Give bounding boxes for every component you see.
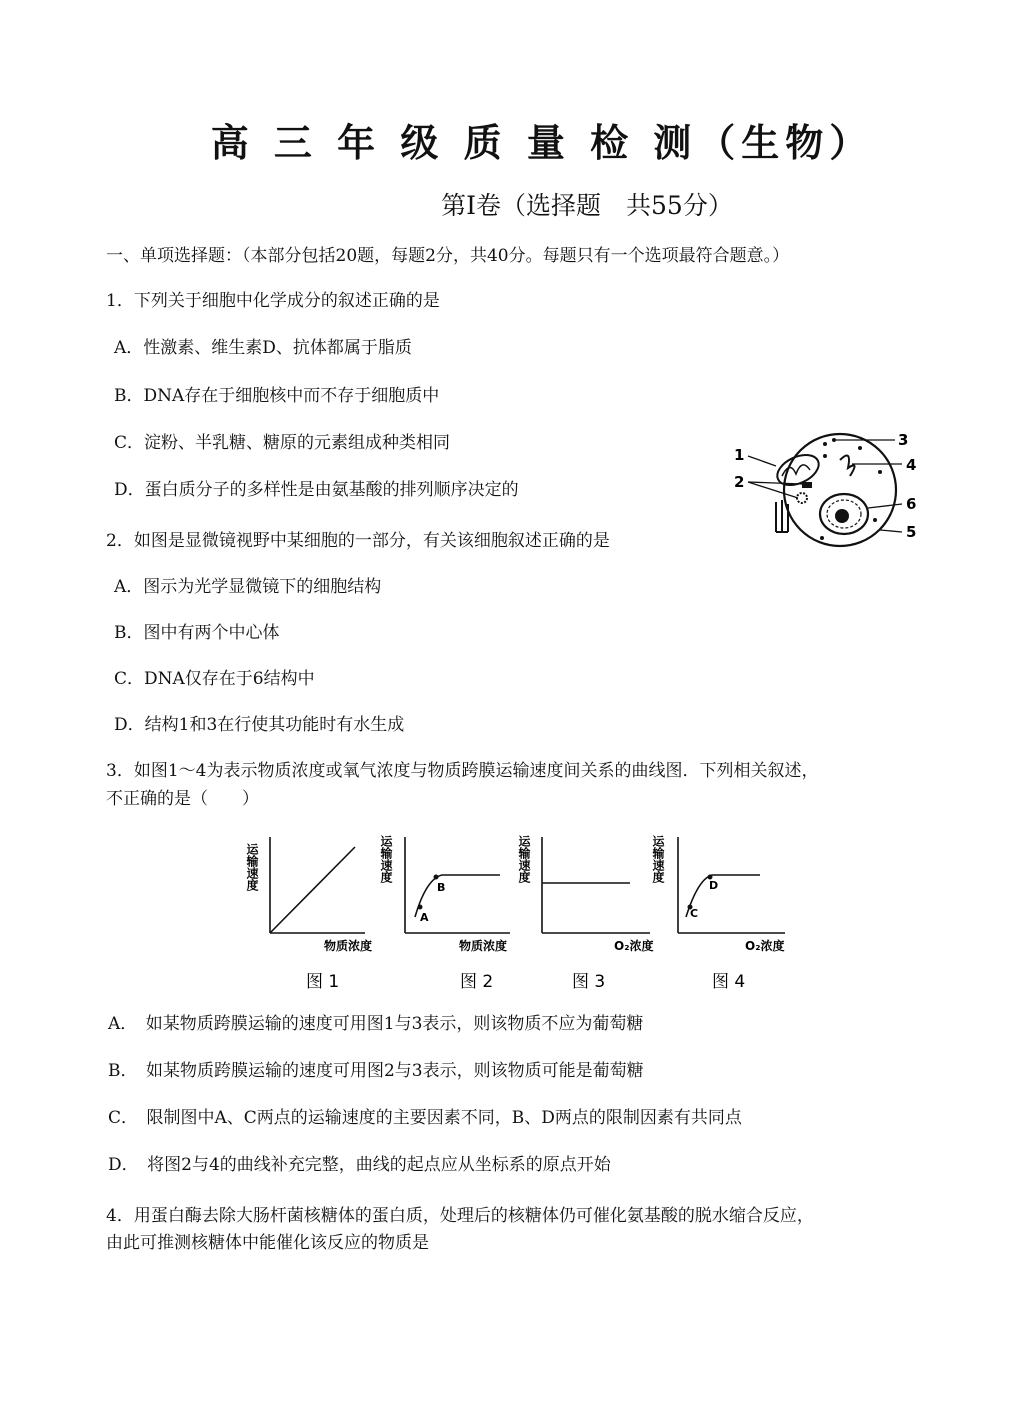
ribosome-dot: [820, 536, 824, 540]
graph-1: [245, 837, 372, 992]
question-1-option-b: B．DNA存在于细胞核中而不存于细胞质中: [114, 386, 440, 406]
ribosome-dot: [823, 454, 827, 458]
centriole-star-shape: [797, 493, 807, 503]
ribosome-dot: [832, 438, 836, 442]
leader-line: [868, 504, 902, 508]
label-1: 1: [734, 446, 745, 464]
ribosome-dot: [858, 446, 862, 450]
ribosome-dot: [823, 442, 827, 446]
graph-4: [651, 834, 785, 992]
graph-1-caption: 图 1: [306, 972, 340, 992]
graph-2: [379, 834, 510, 992]
graph-4-caption: 图 4: [712, 972, 746, 992]
section-heading: 一、单项选择题：（本部分包括20题，每题2分，共40分。每题只有一个选项最符合题意。）: [106, 246, 790, 266]
question-2-option-b: B．图中有两个中心体: [114, 623, 280, 643]
graph-2-label-a: A: [420, 911, 429, 924]
graph-3-xlabel: O₂浓度: [614, 939, 654, 953]
nucleolus-shape: [835, 509, 849, 523]
ribosome-dot: [878, 470, 882, 474]
question-2-option-a: A．图示为光学显微镜下的细胞结构: [114, 577, 382, 597]
graph-2-ylabel: 运输速度: [379, 835, 393, 883]
question-3-stem-line2: 不正确的是（ ）: [106, 789, 259, 809]
question-2-stem: 2．如图是显微镜视野中某细胞的一部分，有关该细胞叙述正确的是: [106, 531, 610, 551]
graph-1-ylabel: 运输速度: [245, 843, 259, 891]
label-4: 4: [906, 456, 917, 474]
leader-line: [748, 482, 802, 484]
graph-3: [517, 834, 653, 992]
graph-1-line: [270, 847, 355, 933]
graph-2-xlabel: 物质浓度: [459, 939, 508, 953]
question-1-stem: 1．下列关于细胞中化学成分的叙述正确的是: [106, 291, 440, 311]
page-title: 高 三 年 级 质 量 检 测（生物）: [210, 120, 874, 165]
label-6: 6: [906, 495, 917, 513]
question-3-option-d: D． 将图2与4的曲线补充完整，曲线的起点应从坐标系的原点开始: [108, 1155, 611, 1175]
label-3: 3: [898, 431, 909, 449]
question-2-option-d: D．结构1和3在行使其功能时有水生成: [114, 715, 405, 735]
graph-2-caption: 图 2: [460, 972, 494, 992]
graph-4-label-c: C: [690, 907, 699, 920]
question-4-stem-line1: 4．用蛋白酶去除大肠杆菌核糖体的蛋白质，处理后的核糖体仍可催化氨基酸的脱水缩合反应，: [106, 1206, 814, 1226]
question-4-stem-line2: 由此可推测核糖体中能催化该反应的物质是: [106, 1233, 429, 1253]
graph-4-label-d: D: [709, 879, 719, 892]
graph-2-point-a: [418, 905, 423, 910]
structure-4-shape: [840, 456, 855, 477]
question-1-option-c: C．淀粉、半乳糖、糖原的元素组成种类相同: [114, 433, 451, 453]
graph-2-point-b: [434, 875, 439, 880]
question-3-option-c: C． 限制图中A、C两点的运输速度的主要因素不同，B、D两点的限制因素有共同点: [108, 1108, 742, 1128]
graph-3-caption: 图 3: [572, 972, 606, 992]
centriole-shape: [802, 482, 812, 488]
graph-4-ylabel: 运输速度: [651, 835, 665, 883]
transport-graphs: [240, 825, 800, 1000]
question-3-option-a: A． 如某物质跨膜运输的速度可用图1与3表示，则该物质不应为葡萄糖: [108, 1014, 644, 1034]
page-subtitle: 第Ⅰ卷（选择题 共55分）: [441, 191, 733, 220]
cell-boundary: [784, 434, 896, 546]
ribosome-dot: [873, 518, 877, 522]
question-2-option-c: C．DNA仅存在于6结构中: [114, 669, 315, 689]
cell-diagram: [730, 420, 930, 560]
question-3-stem-line1: 3．如图1～4为表示物质浓度或氧气浓度与物质跨膜运输速度间关系的曲线图．下列相关叙述，: [106, 761, 819, 781]
leader-line: [748, 456, 776, 466]
graph-4-xlabel: O₂浓度: [745, 939, 785, 953]
question-1-option-d: D．蛋白质分子的多样性是由氨基酸的排列顺序决定的: [114, 480, 519, 500]
graph-3-ylabel: 运输速度: [517, 835, 531, 883]
question-3-option-b: B． 如某物质跨膜运输的速度可用图2与3表示，则该物质可能是葡萄糖: [108, 1061, 644, 1081]
graph-1-xlabel: 物质浓度: [324, 939, 373, 953]
leader-line: [880, 530, 902, 532]
label-5: 5: [906, 523, 917, 541]
question-1-option-a: A．性激素、维生素D、抗体都属于脂质: [114, 338, 412, 358]
graph-2-label-b: B: [437, 881, 446, 894]
label-2: 2: [734, 473, 745, 491]
